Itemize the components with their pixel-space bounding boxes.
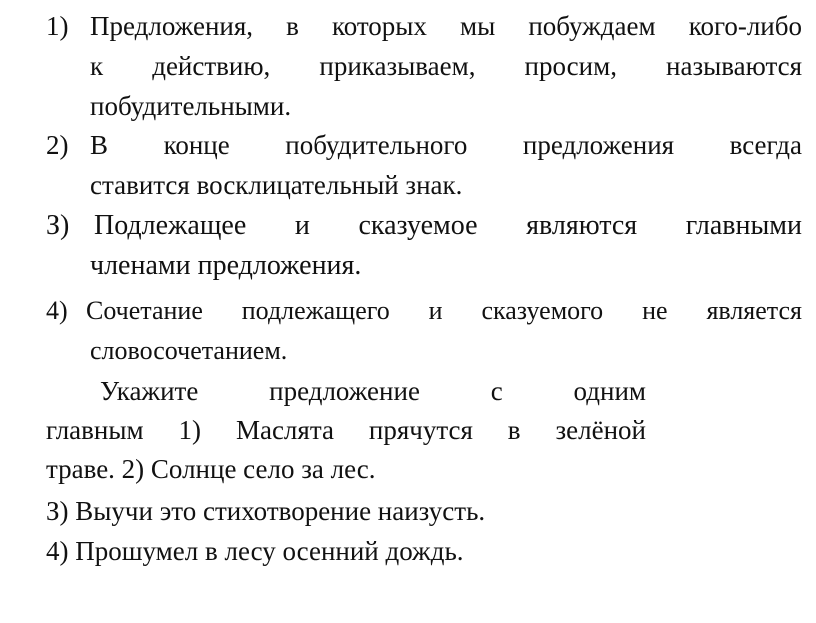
statement-1 xyxy=(46,6,802,126)
answer-option-4: 4) Прошумел в лесу осенний дождь. xyxy=(46,536,464,566)
statement-1-number: 1) xyxy=(46,11,69,41)
statement-4-line-1: Сочетание подлежащего и сказуемого не является xyxy=(86,296,802,325)
statement-4 xyxy=(46,291,802,371)
statement-3-line-2: членами предложения. xyxy=(90,250,362,281)
statement-3-number: З) xyxy=(46,210,70,241)
statement-4-number: 4) xyxy=(46,296,68,325)
statement-1-line-3: побудительными. xyxy=(90,91,292,121)
statement-2-line-2: ставится восклицательный знак. xyxy=(90,170,463,200)
question-line-1: Укажите предложение с одним xyxy=(100,376,646,406)
question-block xyxy=(46,372,646,489)
statement-2-number: 2) xyxy=(46,130,69,160)
statement-4-line-2: словосочетанием. xyxy=(90,336,288,365)
statement-3-line-1: Подлежащее и сказуемое являются главными xyxy=(94,210,802,241)
question-line-3: траве. 2) Солнце село за лес. xyxy=(46,454,376,484)
statement-2 xyxy=(46,125,802,205)
statement-2-line-1: В конце побудительного предложения всегда xyxy=(90,130,802,160)
statement-1-line-1: Предложения, в которых мы побуждаем кого-либо xyxy=(90,11,802,41)
question-line-2: главным 1) Маслята прячутся в зелёной xyxy=(46,415,646,445)
statement-1-line-2: к действию, приказываем, просим, называются xyxy=(90,51,802,81)
statement-3 xyxy=(46,206,802,286)
answer-option-3: З) Выучи это стихотворение наизусть. xyxy=(46,496,486,526)
